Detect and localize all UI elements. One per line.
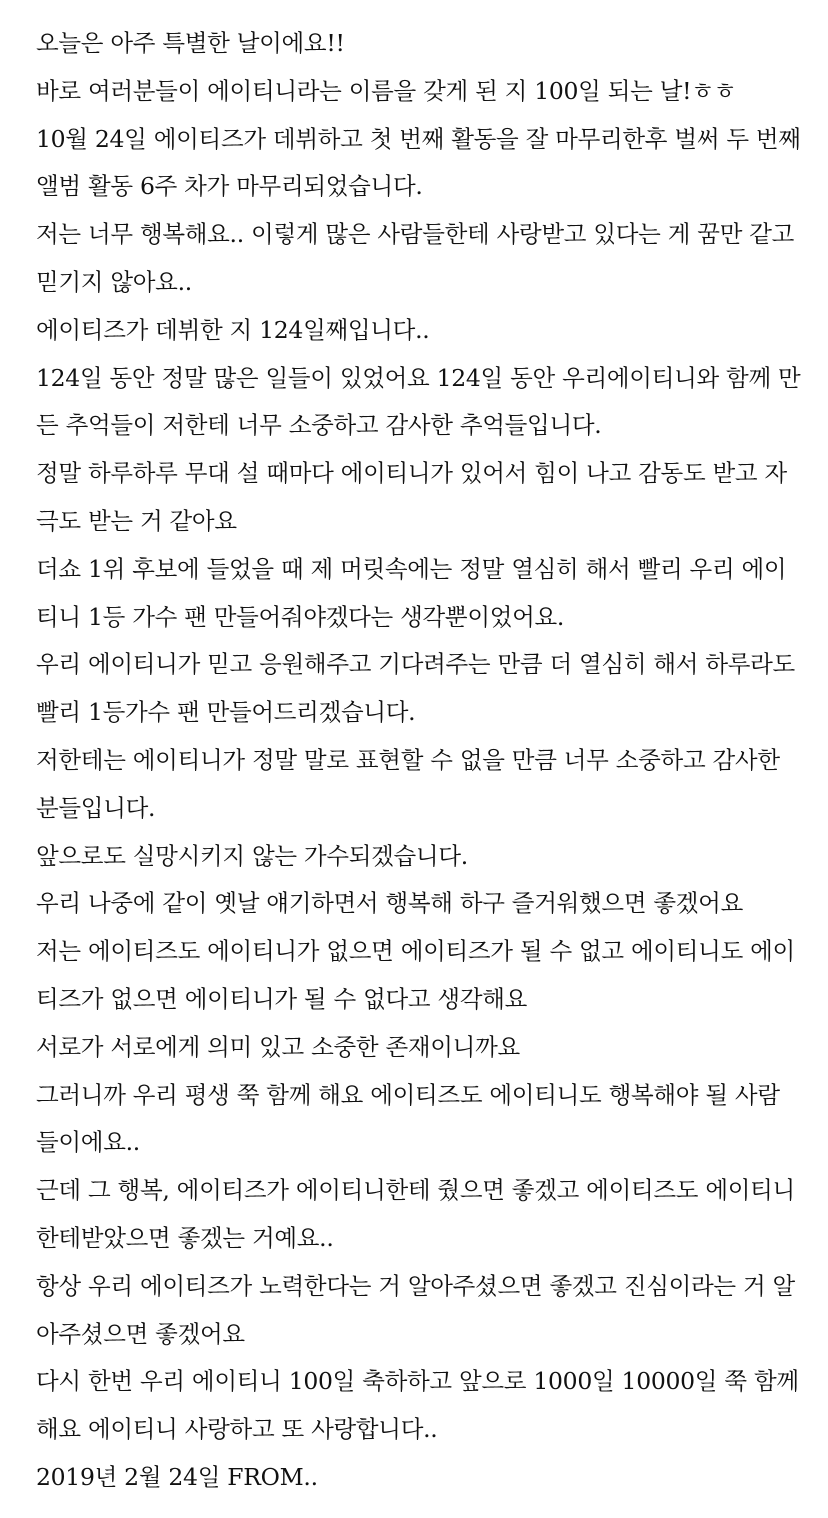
letter-line: 앨범 활동 6주 차가 마무리되었습니다. (36, 172, 423, 201)
letter-line: 정말 하루하루 무대 설 때마다 에이티니가 있어서 힘이 나고 감동도 받고 자 (36, 459, 787, 488)
letter-line: 빨리 1등가수 팬 만들어드리겠습니다. (36, 698, 416, 727)
letter-line: 극도 받는 거 같아요 (36, 506, 237, 535)
letter-line: 서로가 서로에게 의미 있고 소중한 존재이니까요 (36, 1032, 520, 1061)
letter-line: 오늘은 아주 특별한 날이에요!! (36, 29, 345, 57)
letter-line: 그러니까 우리 평생 쭉 함께 해요 에이티즈도 에이티니도 행복해야 될 사람 (36, 1080, 780, 1109)
letter-line: 우리 나중에 같이 옛날 얘기하면서 행복해 하구 즐거워했으면 좋겠어요 (36, 889, 743, 918)
letter-line: 해요 에이티니 사랑하고 또 사랑합니다.. (36, 1415, 438, 1444)
letter-line: 티니 1등 가수 팬 만들어줘야겠다는 생각뿐이었어요. (36, 602, 565, 631)
letter-body (36, 20, 808, 1502)
letter-line: 우리 에이티니가 믿고 응원해주고 기다려주는 만큼 더 열심히 해서 하루라도 (36, 650, 795, 679)
letter-line: 바로 여러분들이 에이티니라는 이름을 갖게 된 지 100일 되는 날!ㅎㅎ (36, 76, 737, 105)
letter-line: 아주셨으면 좋겠어요 (36, 1319, 245, 1348)
letter-line: 저한테는 에이티니가 정말 말로 표현할 수 없을 만큼 너무 소중하고 감사한 (36, 745, 780, 774)
letter-line: 앞으로도 실망시키지 않는 가수되겠습니다. (36, 841, 468, 870)
letter-line: 10월 24일 에이티즈가 데뷔하고 첫 번째 활동을 잘 마무리한후 벌써 두 번째 (36, 124, 801, 153)
letter-line: 티즈가 없으면 에이티니가 될 수 없다고 생각해요 (36, 984, 528, 1013)
letter-line: 다시 한번 우리 에이티니 100일 축하하고 앞으로 1000일 10000일 쭉 함께 (36, 1367, 799, 1396)
letter-line: 더쇼 1위 후보에 들었을 때 제 머릿속에는 정말 열심히 해서 빨리 우리 에이 (36, 554, 787, 583)
letter-line: 근데 그 행복, 에이티즈가 에이티니한테 줬으면 좋겠고 에이티즈도 에이티니 (36, 1176, 795, 1205)
letter-line: 124일 동안 정말 많은 일들이 있었어요 124일 동안 우리에이티니와 함께 만 (36, 363, 801, 392)
letter-line: 에이티즈가 데뷔한 지 124일째입니다.. (36, 315, 430, 344)
letter-line: 저는 에이티즈도 에이티니가 없으면 에이티즈가 될 수 없고 에이티니도 에이 (36, 937, 795, 966)
letter-line: 한테받았으면 좋겠는 거예요.. (36, 1223, 334, 1252)
letter-line: 항상 우리 에이티즈가 노력한다는 거 알아주셨으면 좋겠고 진심이라는 거 알 (36, 1271, 795, 1300)
letter-line: 분들입니다. (36, 793, 156, 822)
letter-line: 들이에요.. (36, 1128, 140, 1157)
letter-line: 든 추억들이 저한테 너무 소중하고 감사한 추억들입니다. (36, 411, 602, 440)
letter-line: 저는 너무 행복해요.. 이렇게 많은 사람들한테 사랑받고 있다는 게 꿈만 같고 (36, 220, 795, 249)
letter-signature-date: 2019년 2월 24일 FROM.. (36, 1462, 318, 1491)
letter-line: 믿기지 않아요.. (36, 267, 192, 296)
